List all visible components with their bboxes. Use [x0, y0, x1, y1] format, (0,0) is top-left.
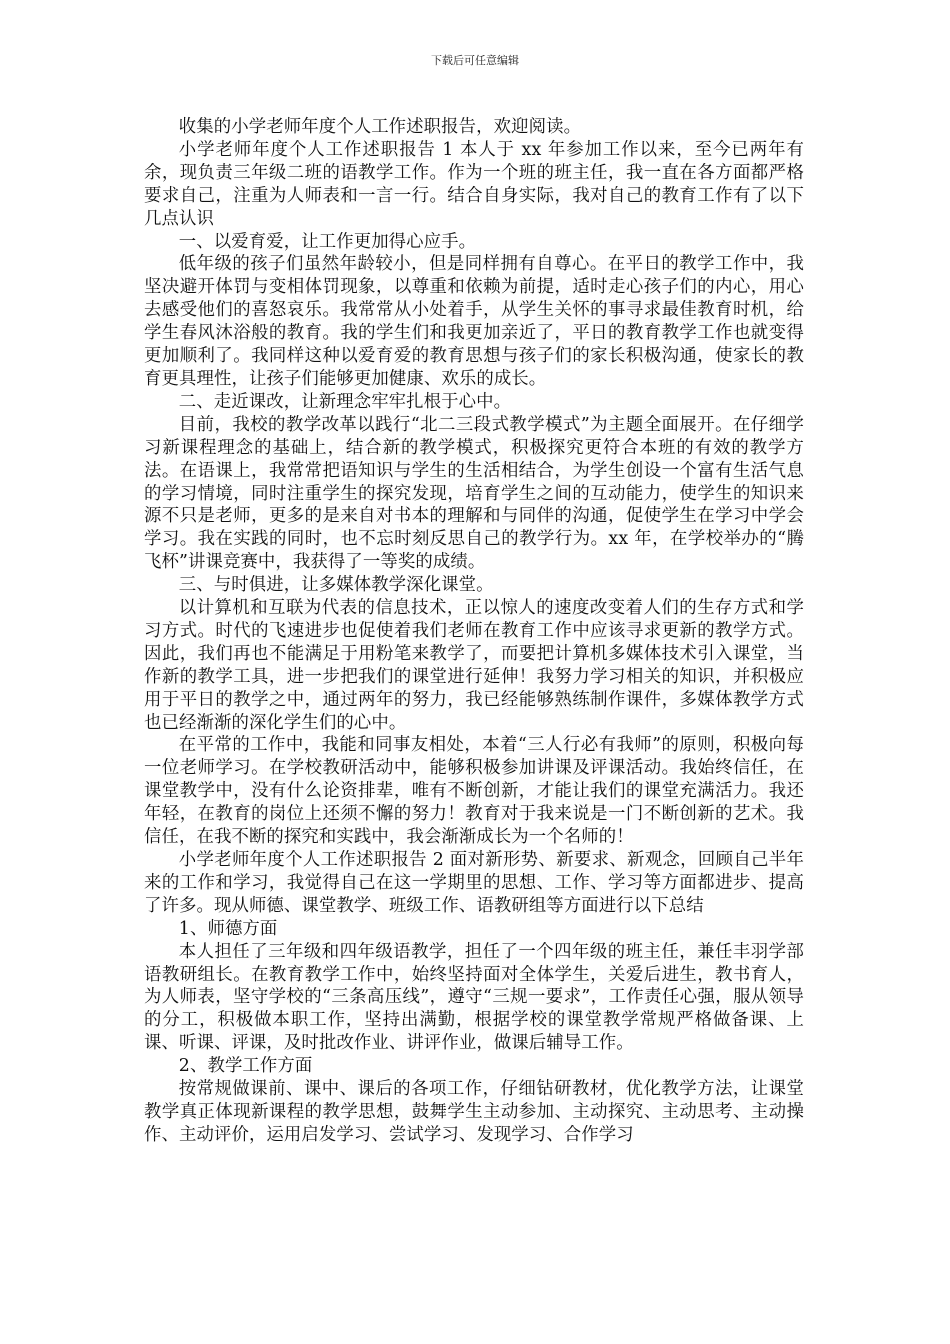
paragraph-intro: 收集的小学老师年度个人工作述职报告，欢迎阅读。: [178, 117, 582, 137]
section-heading-ethics: 1、师德方面: [178, 918, 278, 939]
section-heading-teaching: 2、教学工作方面: [178, 1056, 313, 1077]
section-heading-1: 一、以爱育爱，让工作更加得心应手。: [178, 231, 477, 252]
paragraph-report-2-opening: 小学老师年度个人工作述职报告 2 面对新形势、新要求、新观念，回顾自己半年来的工作和学习，我觉得自己在这一学期里的思想、工作、学习等方面都进步、提高了许多。现从师德、课堂教学、班级工作、语教研组等方面进行以下总结: [144, 850, 804, 916]
section-heading-2: 二、走近课改，让新理念牢牢扎根于心中。: [178, 391, 512, 412]
paragraph: 以计算机和互联为代表的信息技术，正以惊人的速度改变着人们的生存方式和学习方式。时代的飞速进步也促使着我们老师在教育工作中应该寻求更新的教学方式。因此，我们再也不能满足于用粉笔来教学了，而要把计算机多媒体技术引入课堂，当作新的教学工具，进一步把我们的课堂进行延伸！我努力学习相关的知识，并积极应用于平日的教学之中，通过两年的努力，我已经能够熟练制作课件，多媒体教学方式也已经渐渐的深化学生们的心中。: [144, 598, 804, 733]
paragraph-report-1-opening: 小学老师年度个人工作述职报告 1 本人于 xx 年参加工作以来，至今已两年有余，现负责三年级二班的语教学工作。作为一个班的班主任，我一直在各方面都严格要求自己，注重为人师表和一言一行。结合自身实际，我对自己的教育工作有了以下几点认识: [144, 139, 804, 229]
paragraph: 按常规做课前、课中、课后的各项工作，仔细钻研教材，优化教学方法，让课堂教学真正体现新课程的教学思想，鼓舞学生主动参加、主动探究、主动思考、主动操作、主动评价，运用启发学习、尝试学习、发现学习、合作学习: [144, 1079, 804, 1145]
page-header: 下载后可任意编辑: [431, 54, 519, 67]
document-body: [144, 116, 804, 1147]
paragraph: 本人担任了三年级和四年级语教学，担任了一个四年级的班主任，兼任丰羽学部语教研组长。在教育教学工作中，始终坚持面对全体学生，关爱后进生，教书育人，为人师表，坚守学校的“三条高压线”，遵守“三规一要求”，工作责任心强，服从领导的分工，积极做本职工作，坚持出满勤，根据学校的课堂教学常规严格做备课、上课、听课、评课，及时批改作业、讲评作业，做课后辅导工作。: [144, 941, 804, 1054]
paragraph: 在平常的工作中，我能和同事友相处，本着“三人行必有我师”的原则，积极向每一位老师学习。在学校教研活动中，能够积极参加讲课及评课活动。我始终信任，在课堂教学中，没有什么论资排辈，唯有不断创新，才能让我们的课堂充满活力。我还年轻，在教育的岗位上还须不懈的努力！教育对于我来说是一门不断创新的艺术。我信任，在我不断的探究和实践中，我会渐渐成长为一个名师的！: [144, 735, 804, 848]
paragraph: 目前，我校的教学改革以践行“北二三段式教学模式”为主题全面展开。在仔细学习新课程理念的基础上，结合新的教学模式，积极探究更符合本班的有效的教学方法。在语课上，我常常把语知识与学生的生活相结合，为学生创设一个富有生活气息的学习情境，同时注重学生的探究发现，培育学生之间的互动能力，使学生的知识来源不只是老师，更多的是来自对书本的理解和与同伴的沟通，促使学生在学习中学会学习。我在实践的同时，也不忘时刻反思自己的教学行为。xx 年，在学校举办的“腾飞杯”讲课竞赛中，我获得了一等奖的成绩。: [144, 414, 804, 573]
paragraph: 低年级的孩子们虽然年龄较小，但是同样拥有自尊心。在平日的教学工作中，我坚决避开体罚与变相体罚现象，以尊重和依赖为前提，适时走心孩子们的内心，用心去感受他们的喜怒哀乐。我常常从小处着手，从学生关怀的事寻求最佳教育时机，给学生春风沐浴般的教育。我的学生们和我更加亲近了，平日的教育教学工作也就变得更加顺利了。我同样这种以爱育爱的教育思想与孩子们的家长积极沟通，使家长的教育更具理性，让孩子们能够更加健康、欢乐的成长。: [144, 254, 804, 389]
section-heading-3: 三、与时俱进，让多媒体教学深化课堂。: [178, 575, 494, 596]
